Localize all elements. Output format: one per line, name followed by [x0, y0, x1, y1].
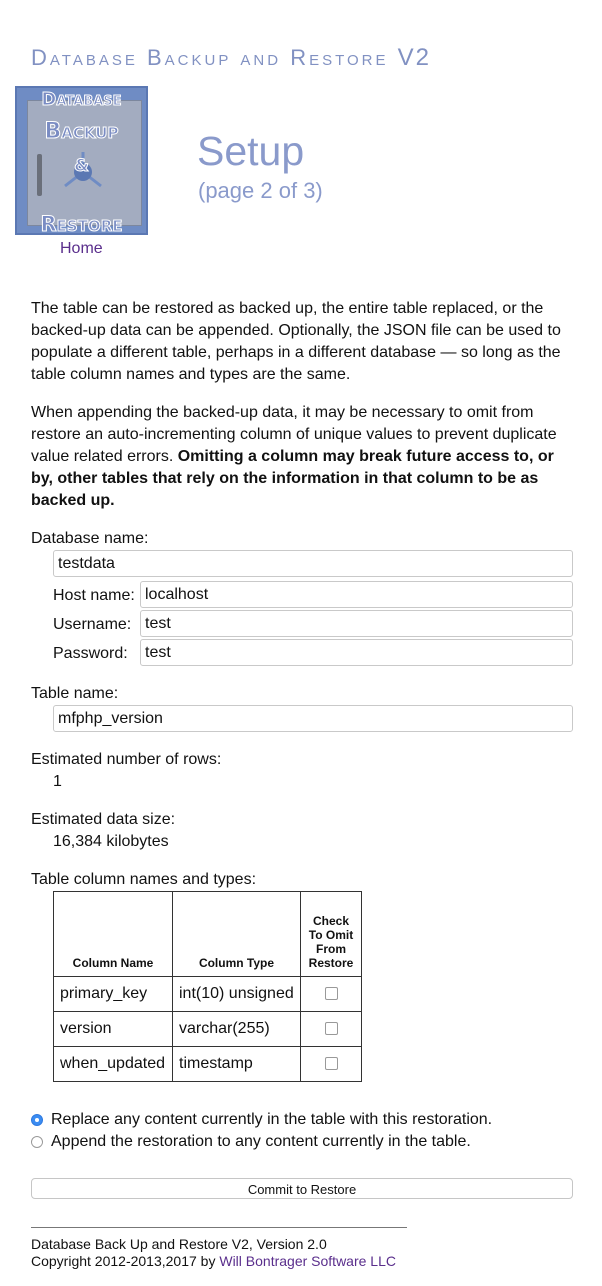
row-count-value: 1 — [53, 773, 62, 790]
username-label: Username: — [53, 616, 132, 633]
app-title — [31, 44, 431, 72]
logo-word-restore: Restore — [40, 212, 123, 236]
table-row — [54, 1012, 362, 1047]
column-type-cell: int(10) unsigned — [173, 977, 301, 1012]
omit-checkbox[interactable] — [325, 1057, 338, 1070]
omit-header: Check To Omit From Restore — [301, 892, 362, 977]
database-name-label: Database name: — [31, 530, 149, 547]
column-name-cell: version — [54, 1012, 173, 1047]
company-link[interactable]: Will Bontrager Software LLC — [219, 1253, 396, 1269]
table-header-row — [54, 892, 362, 977]
warning-bold-text: Omitting a column may break future access to, or by, other tables that rely on the information in that column to be as backed up. — [31, 448, 554, 509]
column-name-header: Column Name — [54, 892, 173, 977]
omit-checkbox[interactable] — [325, 1022, 338, 1035]
warning-text: When appending the backed-up data, it may be necessary to omit from restore an auto-incrementing column of unique values to prevent duplicate value related errors. — [31, 404, 557, 465]
data-size-label: Estimated data size: — [31, 811, 176, 828]
replace-option[interactable] — [31, 1111, 492, 1129]
row-count-label: Estimated number of rows: — [31, 751, 222, 768]
omit-cell — [301, 1047, 362, 1082]
logo-word-backup: Backup — [44, 119, 119, 144]
omit-checkbox[interactable] — [325, 987, 338, 1000]
app-title-version: V2 — [397, 44, 431, 71]
password-label: Password: — [53, 645, 128, 662]
table-name-input[interactable] — [53, 705, 573, 732]
column-name-cell: when_updated — [54, 1047, 173, 1082]
footer-divider — [31, 1227, 407, 1228]
logo-word-ampersand: & — [74, 156, 89, 176]
table-name-label: Table name: — [31, 685, 119, 702]
host-name-label: Host name: — [53, 587, 135, 604]
footer-copyright — [31, 1253, 396, 1269]
warning-paragraph — [31, 402, 571, 512]
columns-table — [53, 891, 362, 1082]
page-title: Setup — [197, 128, 305, 174]
host-name-input[interactable] — [140, 581, 573, 608]
column-type-cell: timestamp — [173, 1047, 301, 1082]
commit-restore-button[interactable]: Commit to Restore — [31, 1178, 573, 1199]
append-radio[interactable] — [31, 1136, 43, 1148]
password-input[interactable] — [140, 639, 573, 666]
copyright-text: Copyright 2012-2013,2017 by — [31, 1253, 220, 1269]
column-name-cell: primary_key — [54, 977, 173, 1012]
database-name-input[interactable] — [53, 550, 573, 577]
table-row — [54, 977, 362, 1012]
intro-paragraph: The table can be restored as backed up, the entire table replaced, or the backed-up data can be appended. Optionally, the JSON file can be used to populate a different table, perhaps in a different database — so long as the table column names and types are the same. — [31, 300, 561, 383]
username-input[interactable] — [140, 610, 573, 637]
page-subtitle: (page 2 of 3) — [198, 178, 323, 203]
append-option-label: Append the restoration to any content currently in the table. — [51, 1133, 471, 1150]
column-type-header: Column Type — [173, 892, 301, 977]
footer-version: Database Back Up and Restore V2, Version 2.0 — [31, 1236, 327, 1252]
append-option[interactable] — [31, 1133, 471, 1151]
replace-option-label: Replace any content currently in the table with this restoration. — [51, 1111, 493, 1128]
logo-word-database: Database — [41, 89, 122, 110]
columns-label: Table column names and types: — [31, 871, 257, 888]
app-title-main: Database Backup and Restore — [31, 45, 389, 70]
app-logo[interactable] — [15, 86, 148, 235]
table-row — [54, 1047, 362, 1082]
column-type-cell: varchar(255) — [173, 1012, 301, 1047]
home-link[interactable]: Home — [60, 240, 103, 257]
data-size-value: 16,384 kilobytes — [53, 833, 169, 850]
omit-cell — [301, 1012, 362, 1047]
replace-radio[interactable] — [31, 1114, 43, 1126]
omit-cell — [301, 977, 362, 1012]
